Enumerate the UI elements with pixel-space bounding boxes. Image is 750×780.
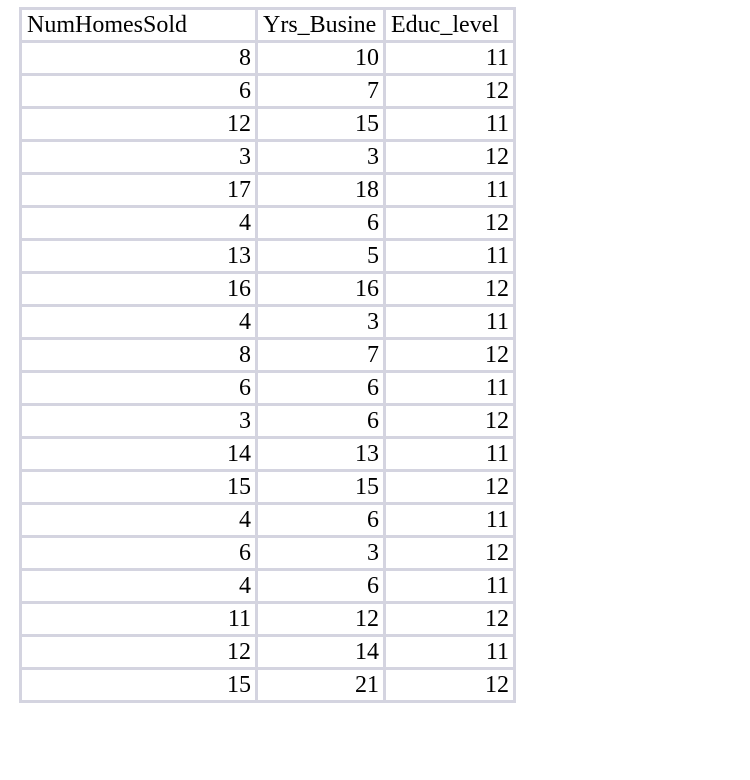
cell-num-homes-sold[interactable]: 6 bbox=[21, 75, 257, 108]
cell-yrs-business[interactable]: 21 bbox=[257, 669, 385, 702]
column-header-yrs-business[interactable]: Yrs_Busine bbox=[257, 9, 385, 42]
cell-yrs-business[interactable]: 10 bbox=[257, 42, 385, 75]
cell-educ-level[interactable]: 11 bbox=[385, 570, 515, 603]
cell-educ-level[interactable]: 11 bbox=[385, 504, 515, 537]
cell-num-homes-sold[interactable]: 3 bbox=[21, 405, 257, 438]
cell-educ-level[interactable]: 11 bbox=[385, 174, 515, 207]
cell-yrs-business[interactable]: 18 bbox=[257, 174, 385, 207]
cell-num-homes-sold[interactable]: 14 bbox=[21, 438, 257, 471]
cell-educ-level[interactable]: 11 bbox=[385, 306, 515, 339]
cell-educ-level[interactable]: 11 bbox=[385, 108, 515, 141]
cell-yrs-business[interactable]: 13 bbox=[257, 438, 385, 471]
cell-yrs-business[interactable]: 7 bbox=[257, 339, 385, 372]
cell-num-homes-sold[interactable]: 4 bbox=[21, 504, 257, 537]
cell-yrs-business[interactable]: 12 bbox=[257, 603, 385, 636]
cell-num-homes-sold[interactable]: 16 bbox=[21, 273, 257, 306]
cell-yrs-business[interactable]: 6 bbox=[257, 504, 385, 537]
cell-educ-level[interactable]: 11 bbox=[385, 372, 515, 405]
table-row bbox=[21, 240, 515, 273]
table-body bbox=[21, 42, 515, 702]
header-row bbox=[21, 9, 515, 42]
cell-num-homes-sold[interactable]: 8 bbox=[21, 42, 257, 75]
cell-num-homes-sold[interactable]: 8 bbox=[21, 339, 257, 372]
cell-num-homes-sold[interactable]: 4 bbox=[21, 306, 257, 339]
cell-yrs-business[interactable]: 3 bbox=[257, 141, 385, 174]
table-row bbox=[21, 438, 515, 471]
cell-yrs-business[interactable]: 3 bbox=[257, 537, 385, 570]
cell-educ-level[interactable]: 12 bbox=[385, 141, 515, 174]
cell-yrs-business[interactable]: 15 bbox=[257, 471, 385, 504]
cell-num-homes-sold[interactable]: 15 bbox=[21, 669, 257, 702]
cell-yrs-business[interactable]: 15 bbox=[257, 108, 385, 141]
table-row bbox=[21, 603, 515, 636]
table-row bbox=[21, 108, 515, 141]
cell-educ-level[interactable]: 11 bbox=[385, 240, 515, 273]
table-row bbox=[21, 570, 515, 603]
cell-num-homes-sold[interactable]: 3 bbox=[21, 141, 257, 174]
cell-yrs-business[interactable]: 14 bbox=[257, 636, 385, 669]
cell-yrs-business[interactable]: 16 bbox=[257, 273, 385, 306]
table-row bbox=[21, 42, 515, 75]
table-row bbox=[21, 636, 515, 669]
cell-educ-level[interactable]: 12 bbox=[385, 207, 515, 240]
data-table bbox=[19, 7, 516, 703]
cell-educ-level[interactable]: 12 bbox=[385, 75, 515, 108]
column-header-educ-level[interactable]: Educ_level bbox=[385, 9, 515, 42]
cell-educ-level[interactable]: 11 bbox=[385, 438, 515, 471]
cell-num-homes-sold[interactable]: 12 bbox=[21, 636, 257, 669]
cell-yrs-business[interactable]: 6 bbox=[257, 207, 385, 240]
cell-educ-level[interactable]: 11 bbox=[385, 42, 515, 75]
table-row bbox=[21, 372, 515, 405]
cell-yrs-business[interactable]: 5 bbox=[257, 240, 385, 273]
cell-num-homes-sold[interactable]: 12 bbox=[21, 108, 257, 141]
table-row bbox=[21, 141, 515, 174]
cell-educ-level[interactable]: 12 bbox=[385, 603, 515, 636]
table-row bbox=[21, 75, 515, 108]
table-row bbox=[21, 273, 515, 306]
table-row bbox=[21, 207, 515, 240]
cell-educ-level[interactable]: 12 bbox=[385, 537, 515, 570]
cell-num-homes-sold[interactable]: 15 bbox=[21, 471, 257, 504]
cell-educ-level[interactable]: 12 bbox=[385, 669, 515, 702]
cell-educ-level[interactable]: 12 bbox=[385, 405, 515, 438]
table-row bbox=[21, 174, 515, 207]
cell-num-homes-sold[interactable]: 4 bbox=[21, 207, 257, 240]
cell-num-homes-sold[interactable]: 13 bbox=[21, 240, 257, 273]
column-header-num-homes-sold[interactable]: NumHomesSold bbox=[21, 9, 257, 42]
spreadsheet-grid bbox=[19, 7, 516, 703]
cell-num-homes-sold[interactable]: 6 bbox=[21, 372, 257, 405]
cell-yrs-business[interactable]: 6 bbox=[257, 570, 385, 603]
cell-educ-level[interactable]: 11 bbox=[385, 636, 515, 669]
cell-num-homes-sold[interactable]: 6 bbox=[21, 537, 257, 570]
table-row bbox=[21, 669, 515, 702]
cell-num-homes-sold[interactable]: 11 bbox=[21, 603, 257, 636]
cell-educ-level[interactable]: 12 bbox=[385, 273, 515, 306]
cell-yrs-business[interactable]: 3 bbox=[257, 306, 385, 339]
cell-yrs-business[interactable]: 7 bbox=[257, 75, 385, 108]
table-row bbox=[21, 471, 515, 504]
cell-num-homes-sold[interactable]: 4 bbox=[21, 570, 257, 603]
table-row bbox=[21, 339, 515, 372]
table-row bbox=[21, 306, 515, 339]
cell-yrs-business[interactable]: 6 bbox=[257, 405, 385, 438]
cell-num-homes-sold[interactable]: 17 bbox=[21, 174, 257, 207]
table-row bbox=[21, 537, 515, 570]
cell-yrs-business[interactable]: 6 bbox=[257, 372, 385, 405]
cell-educ-level[interactable]: 12 bbox=[385, 471, 515, 504]
table-row bbox=[21, 405, 515, 438]
table-row bbox=[21, 504, 515, 537]
cell-educ-level[interactable]: 12 bbox=[385, 339, 515, 372]
